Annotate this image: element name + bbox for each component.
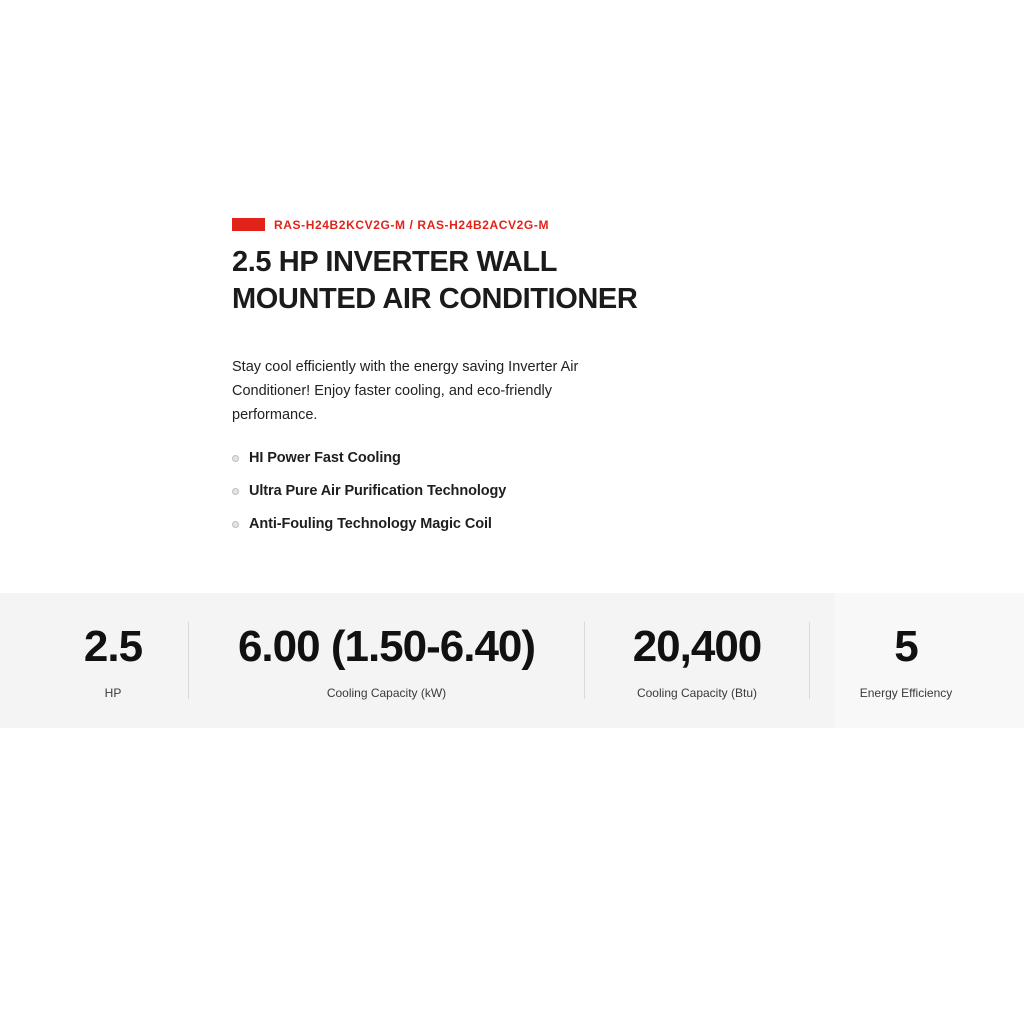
spec-value: 2.5 (83, 622, 143, 671)
spec-cell-energy-efficiency (810, 593, 1024, 728)
spec-cell-cooling-btu (585, 593, 809, 728)
spec-label: Cooling Capacity (kW) (326, 686, 447, 700)
model-number: RAS-H24B2KCV2G-M / RAS-H24B2ACV2G-M (274, 217, 550, 232)
feature-item (232, 514, 672, 534)
spec-label: Cooling Capacity (Btu) (636, 686, 758, 700)
feature-item (232, 481, 672, 501)
product-title: 2.5 HP INVERTER WALL MOUNTED AIR CONDITIONER (232, 246, 638, 315)
spec-value: 20,400 (632, 622, 762, 671)
spec-cell-cooling-kw (189, 593, 584, 728)
bullet-icon (232, 455, 239, 462)
spec-value: 5 (894, 622, 918, 671)
spec-cell-hp (0, 593, 188, 728)
feature-label: HI Power Fast Cooling (249, 450, 401, 466)
bullet-icon (232, 521, 239, 528)
feature-label: Anti-Fouling Technology Magic Coil (249, 516, 492, 532)
spec-value: 6.00 (1.50-6.40) (237, 622, 536, 671)
feature-item (232, 448, 672, 468)
feature-list (232, 448, 672, 534)
bullet-icon (232, 488, 239, 495)
accent-bar-icon (232, 218, 265, 231)
feature-label: Ultra Pure Air Purification Technology (249, 483, 507, 499)
product-intro (232, 218, 672, 534)
spec-bar (0, 593, 1024, 728)
spec-label: HP (104, 686, 122, 700)
model-row (232, 218, 672, 231)
spec-label: Energy Efficiency (859, 686, 953, 700)
product-description: Stay cool efficiently with the energy saving Inverter Air Conditioner! Enjoy faster cooling, and eco-friendly performance. (232, 359, 579, 423)
